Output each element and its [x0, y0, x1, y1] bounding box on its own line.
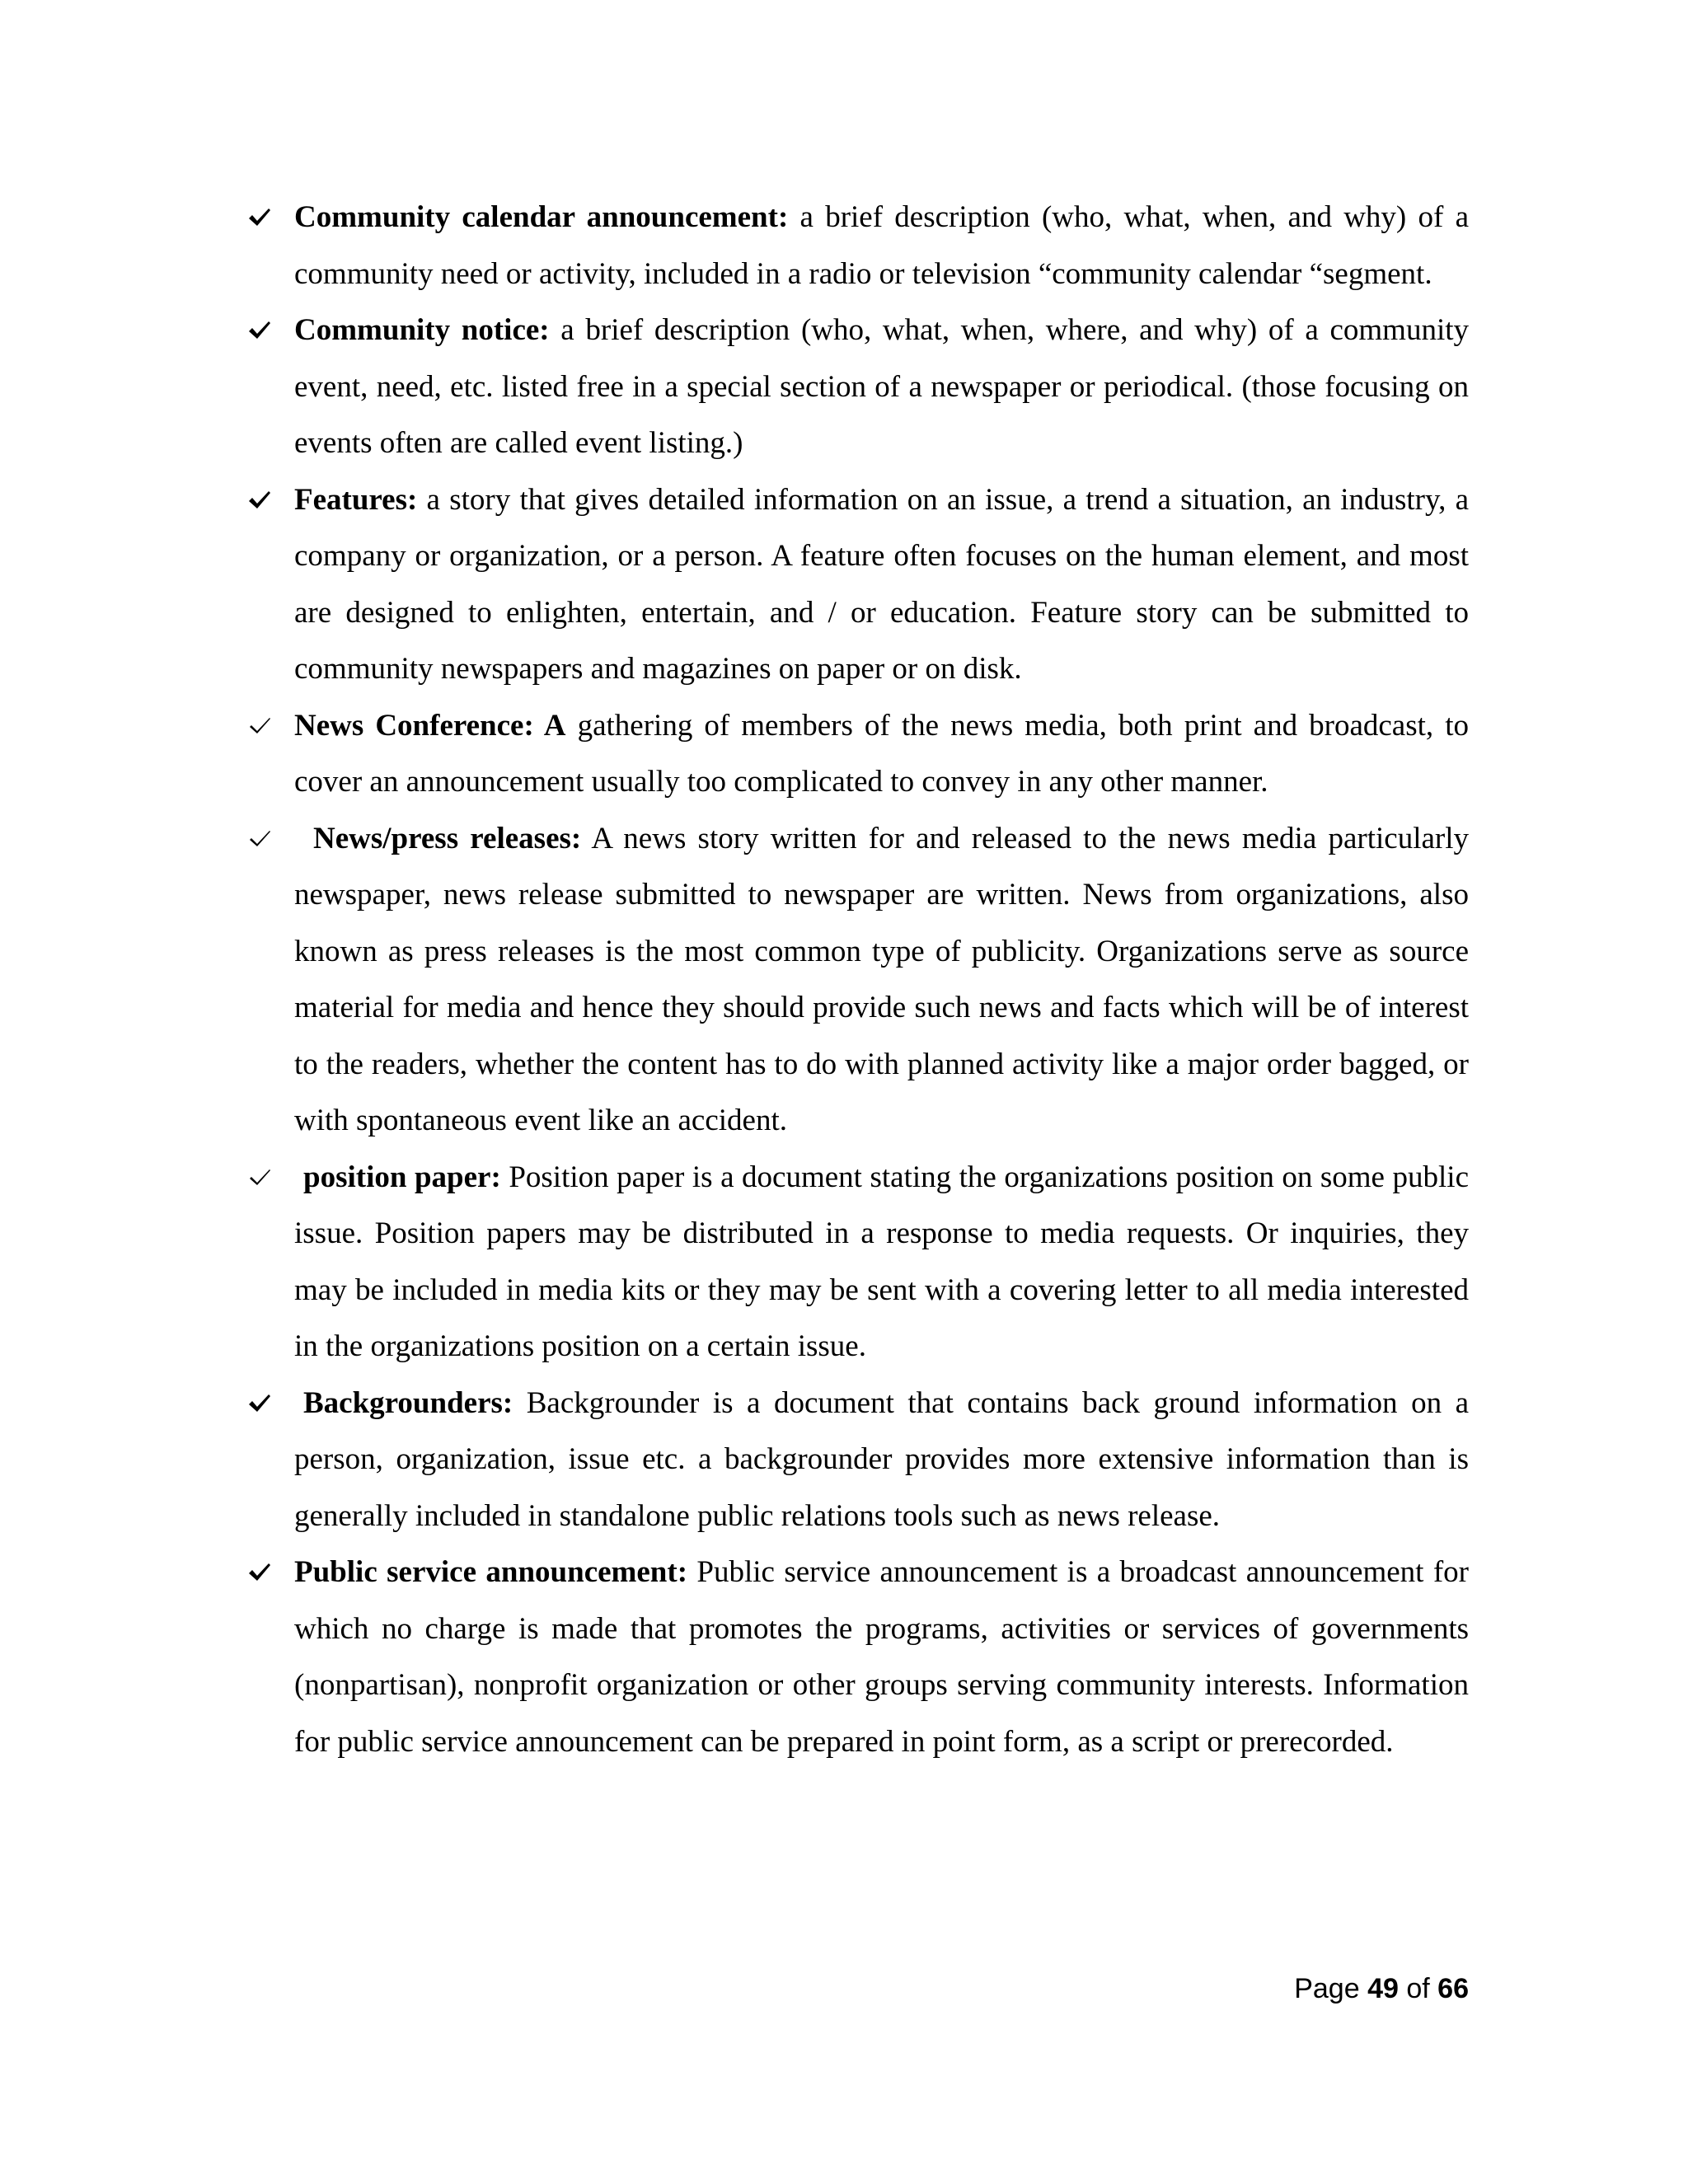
term-label: News Conference: A: [294, 708, 566, 743]
list-item: [294, 1150, 1469, 1376]
current-page-number: 49: [1367, 1973, 1399, 2004]
total-page-count: 66: [1437, 1973, 1469, 2004]
list-item: [294, 1544, 1469, 1770]
term-label: Backgrounders:: [303, 1385, 513, 1420]
term-description: Position paper is a document stating the organizations position on some public issue. Position papers may be distributed in a response to media requests. Or inquiries, they may be included in media kits or they may be sent with a covering letter to all media interested in the organizations position on a certain issue.: [294, 1160, 1469, 1363]
term-description: a brief description (who, what, when, and why) of a community need or activity, included in a radio or television “community calendar “segment.: [294, 200, 1469, 291]
term-label: position paper:: [303, 1160, 501, 1194]
term-label: Public service announcement:: [294, 1555, 688, 1589]
list-item: [294, 190, 1469, 302]
list-item: [294, 698, 1469, 811]
list-item: [294, 302, 1469, 472]
list-item: [294, 1376, 1469, 1545]
checkmark-icon: [243, 1150, 276, 1207]
page-number-footer: [1294, 1972, 1469, 2005]
term-description: Public service announcement is a broadcast announcement for which no charge is made that promotes the programs, activities or services of governments (nonpartisan), nonprofit organization or other groups serving community interests. Information for public service announcement can be prepared in point form, as a script or prerecorded.: [294, 1555, 1469, 1759]
list-item: [294, 472, 1469, 698]
of-word: of: [1406, 1973, 1430, 2004]
checkmark-icon: [243, 1544, 276, 1601]
term-description: a brief description (who, what, when, where, and why) of a community event, need, etc. listed free in a special section of a newspaper or periodical. (those focusing on events often are called event listing.): [294, 313, 1470, 460]
list-item: [294, 811, 1469, 1150]
term-description: Backgrounder is a document that contains back ground information on a person, organization, issue etc. a backgrounder provides more extensive information than is generally included in standalone public relations tools such as news release.: [294, 1385, 1469, 1533]
checkmark-icon: [243, 811, 276, 868]
checkmark-icon: [243, 302, 276, 359]
term-description: A news story written for and released to the news media particularly newspaper, news release submitted to newspaper are written. News from organizations, also known as press releases is the most common type of publicity. Organizations serve as source material for media and hence they should provide such news and facts which will be of interest to the readers, whether the content has to do with planned activity like a major order bagged, or with spontaneous event like an accident.: [294, 821, 1469, 1137]
term-description: gathering of members of the news media, both print and broadcast, to cover an announcement usually too complicated to convey in any other manner.: [294, 708, 1469, 799]
term-label: Community notice:: [294, 313, 550, 347]
term-label: Community calendar announcement:: [294, 200, 789, 234]
term-label: Features:: [294, 482, 418, 517]
page-word: Page: [1294, 1973, 1360, 2004]
checkmark-icon: [243, 1376, 276, 1432]
checkmark-icon: [243, 190, 276, 246]
term-description: a story that gives detailed information on an issue, a trend a situation, an industry, a company or organization, or a person. A feature often focuses on the human element, and most are designed to enlighten, entertain, and / or education. Feature story can be submitted to community newspapers and magazines on paper or on disk.: [294, 482, 1469, 686]
checkmark-icon: [243, 472, 276, 529]
bullet-list: [294, 190, 1469, 1770]
checkmark-icon: [243, 698, 276, 755]
term-label: News/press releases:: [313, 821, 582, 855]
